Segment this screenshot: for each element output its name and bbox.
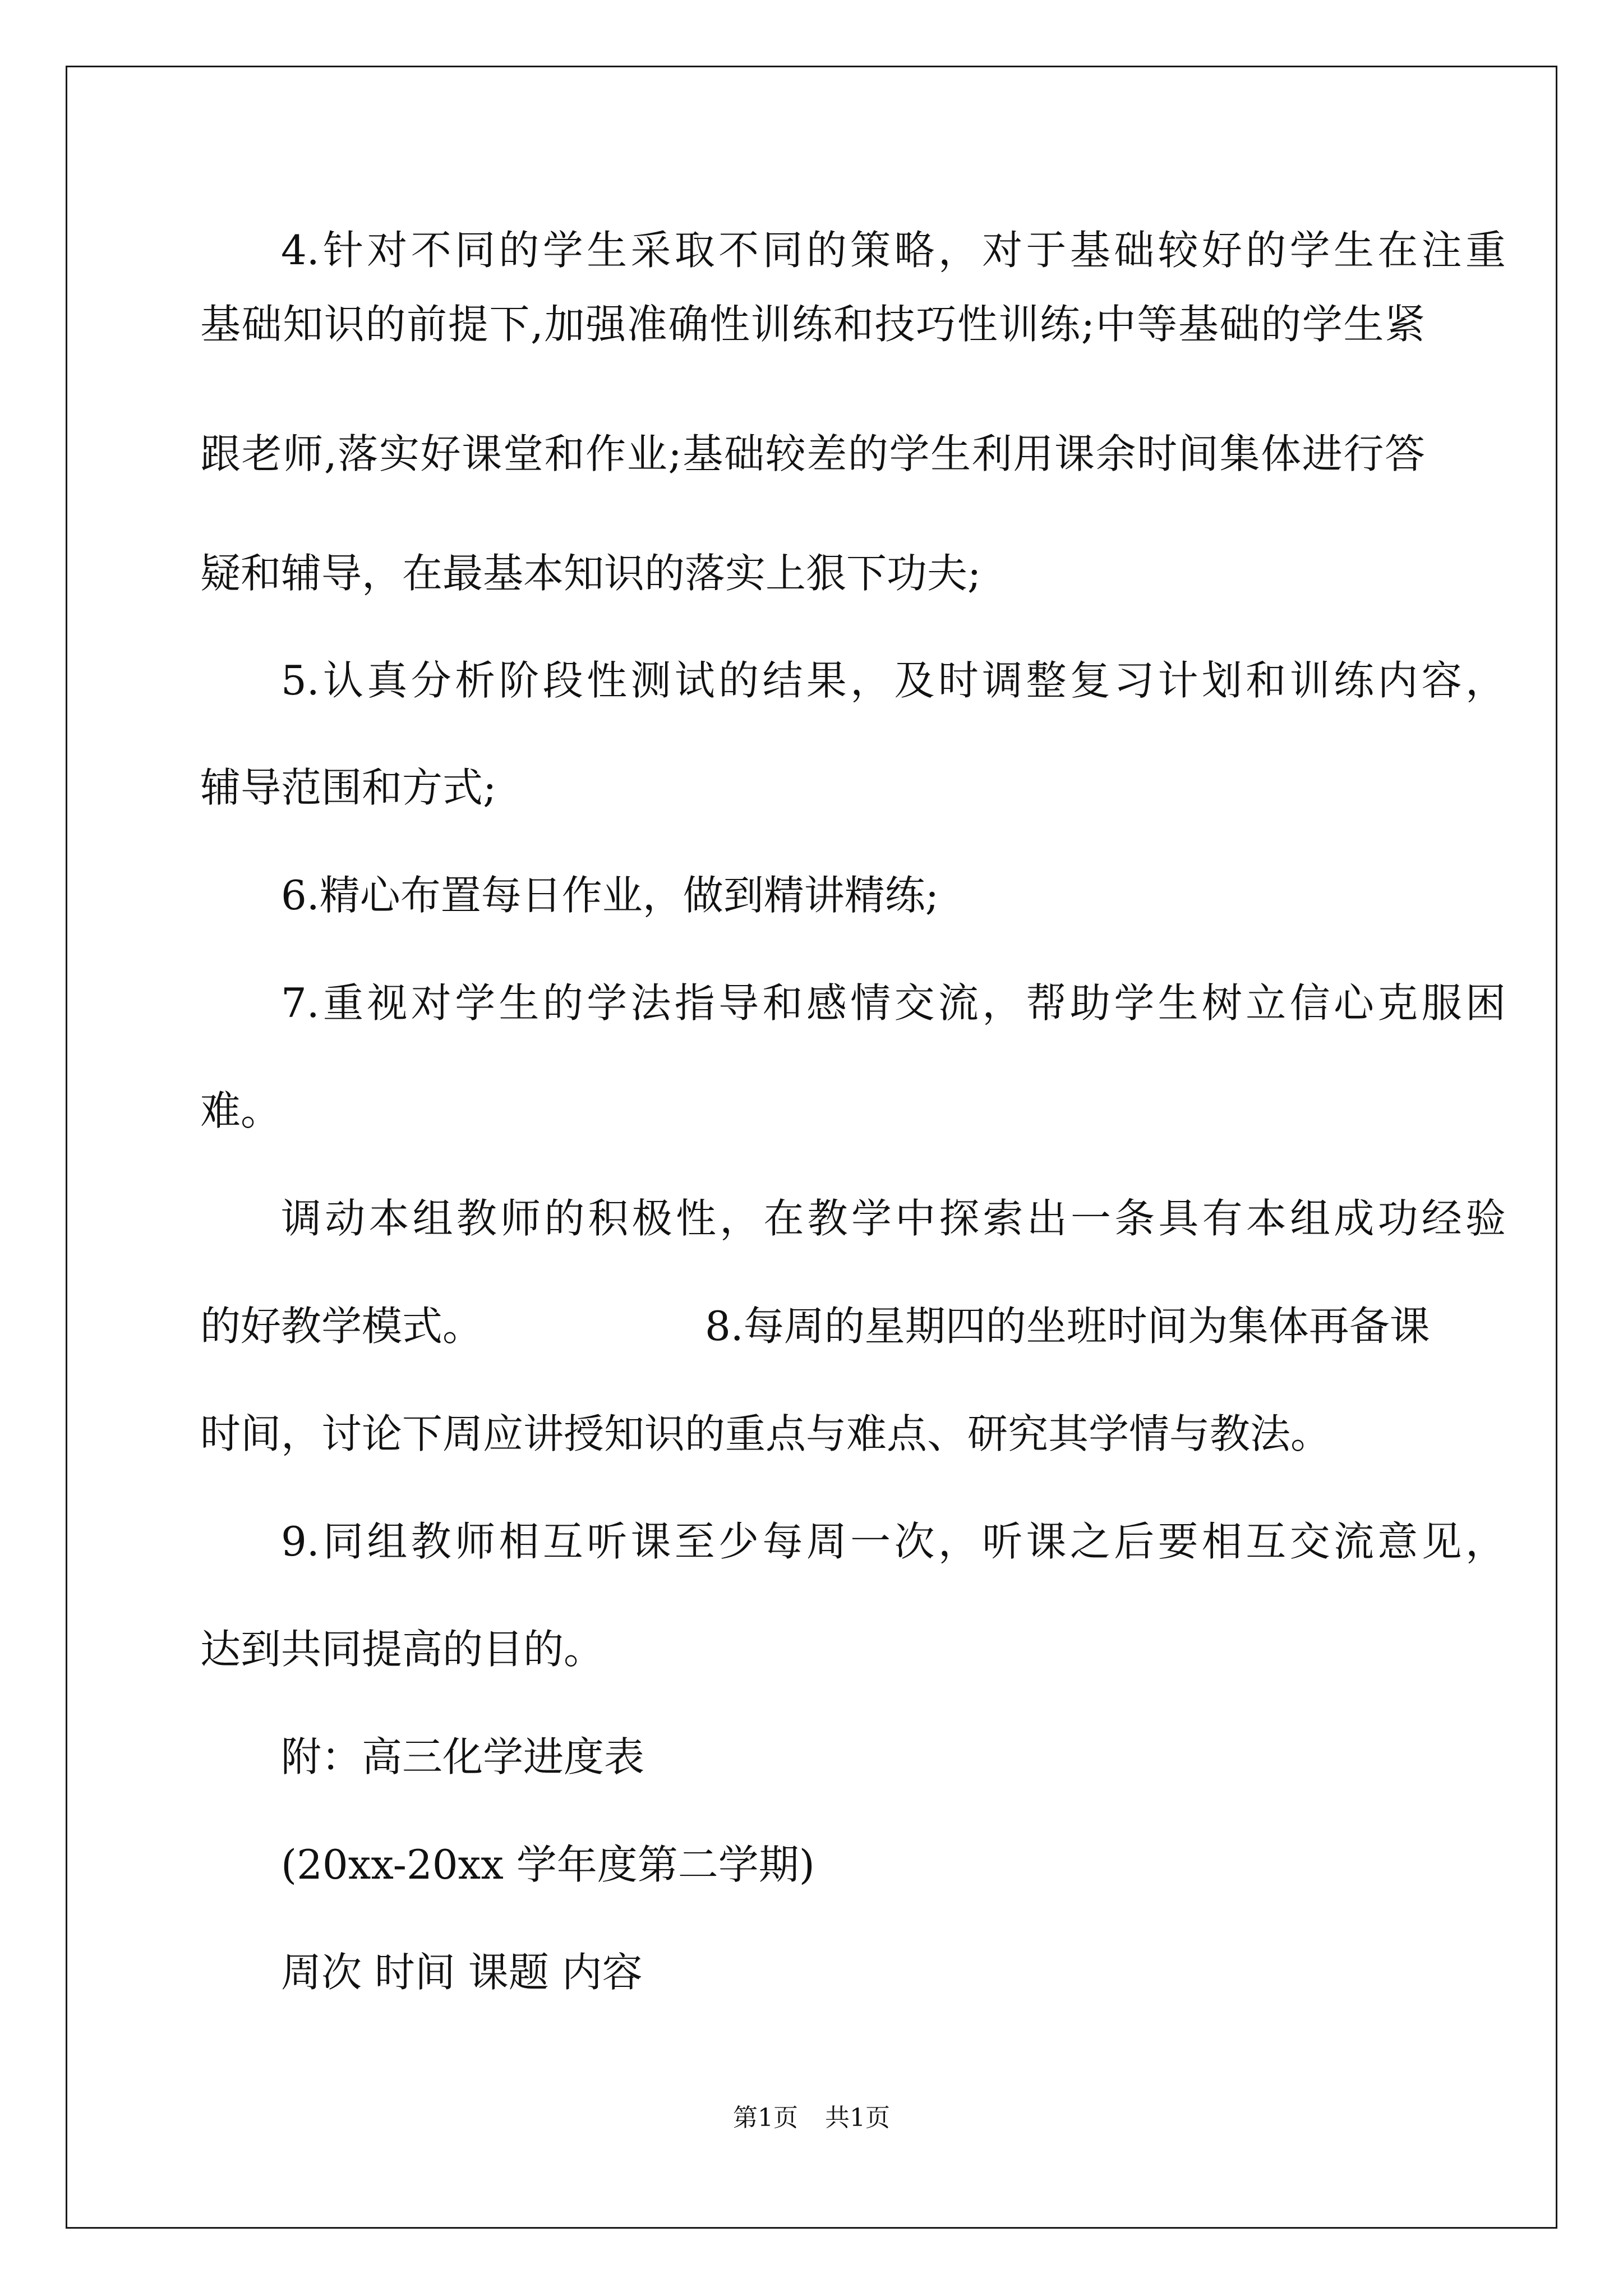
paragraph-line: 基础知识的前提下,加强准确性训练和技巧性训练;中等基础的学生紧 [200,301,1425,348]
paragraph-line: 辅导范围和方式; [200,764,497,811]
page-border [66,66,1557,2229]
paragraph-line: 的好教学模式。 8.每周的星期四的坐班时间为集体再备课 [200,1303,1430,1350]
paragraph-line: 4.针对不同的学生采取不同的策略，对于基础较好的学生在注重 [281,227,1506,274]
table-header-line: 周次 时间 课题 内容 [281,1949,643,1996]
page-number: 第1页 [733,2104,798,2132]
semester-label: (20xx-20xx 学年度第二学期) [281,1841,815,1888]
paragraph-line: 跟老师,落实好课堂和作业;基础较差的学生利用课余时间集体进行答 [200,430,1425,477]
paragraph-line: 9.同组教师相互听课至少每周一次，听课之后要相互交流意见， [281,1518,1506,1565]
paragraph-line: 6.精心布置每日作业，做到精讲精练; [281,872,939,919]
paragraph-line: 调动本组教师的积极性，在教学中探索出一条具有本组成功经验 [281,1195,1506,1242]
paragraph-line: 7.重视对学生的学法指导和感情交流，帮助学生树立信心克服困 [281,979,1506,1027]
page-footer [0,2106,1623,2131]
paragraph-line: 疑和辅导，在最基本知识的落实上狠下功夫; [200,550,981,597]
paragraph-line: 时间，讨论下周应讲授知识的重点与难点、研究其学情与教法。 [200,1410,1331,1457]
paragraph-line: 5.认真分析阶段性测试的结果，及时调整复习计划和训练内容， [281,657,1506,704]
appendix-title: 附：高三化学进度表 [281,1733,645,1780]
page-total: 共1页 [825,2104,890,2132]
paragraph-line: 难。 [200,1087,282,1134]
paragraph-line: 达到共同提高的目的。 [200,1626,605,1673]
